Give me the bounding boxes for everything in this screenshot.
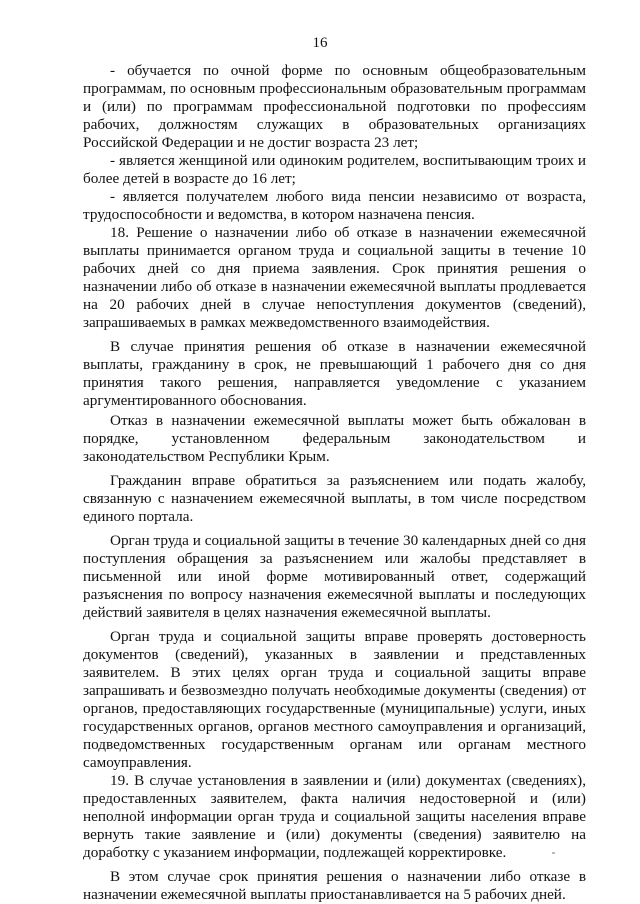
scan-speck xyxy=(552,852,555,854)
paragraph-item-19: 19. В случае установления в заявлении и (или) документах (сведениях), предоставленных заявителем, факта наличия недостоверной и (или) неполной информации орган труда и социальной защиты населения вправе вернуть такие заявление и (или) документы (сведения) заявителю на доработку с указанием информации, подлежащей корректировке. xyxy=(83,772,586,861)
paragraph-refusal-notice: В случае принятия решения об отказе в назначении ежемесячной выплаты, гражданину в срок, не превышающий 1 рабочего дня со дня принятия такого решения, направляется уведомление с указанием аргументированного обоснования. xyxy=(83,338,586,409)
page-number: 16 xyxy=(312,35,328,51)
paragraph-bullet-parent: - является женщиной или одиноким родителем, воспитывающим троих и более детей в возрасте до 16 лет; xyxy=(83,152,586,187)
paragraph-item-18: 18. Решение о назначении либо об отказе в назначении ежемесячной выплаты принимается органом труда и социальной защиты в течение 10 рабочих дней со дня приема заявления. Срок принятия решения о назначении либо об отказе в назначении ежемесячной выплаты продлевается на 20 рабочих дней в случае непоступления документов (сведений), запрашиваемых в рамках межведомственного взаимодействия. xyxy=(83,224,586,331)
document-body xyxy=(83,62,586,904)
paragraph-response: Орган труда и социальной защиты в течение 30 календарных дней со дня поступления обращения за разъяснением или жалобы представляет в письменной или иной форме мотивированный ответ, содержащий разъяснения по вопросу назначения ежемесячной выплаты и последующих действий заявителя в целях назначения ежемесячной выплаты. xyxy=(83,532,586,621)
paragraph-suspension: В этом случае срок принятия решения о назначении либо отказе в назначении ежемесячной выплаты приостанавливается на 5 рабочих дней. xyxy=(83,868,586,903)
paragraph-complaint: Гражданин вправе обратиться за разъяснением или подать жалобу, связанную с назначением ежемесячной выплаты, в том числе посредством единого портала. xyxy=(83,472,586,525)
paragraph-verification: Орган труда и социальной защиты вправе проверять достоверность документов (сведений), указанных в заявлении и представленных заявителем. В этих целях орган труда и социальной защиты вправе запрашивать и безвозмездно получать необходимые документы (сведения) от органов, предоставляющих государственные (муниципальные) услуги, иных государственных органов, органов местного самоуправления и организаций, подведомственных государственным органам или органам местного самоуправления. xyxy=(83,628,586,771)
paragraph-bullet-education: - обучается по очной форме по основным общеобразовательным программам, по основным профессиональным образовательным программам и (или) по программам профессиональной подготовки по профессиям рабочих, должностям служащих в образовательных организациях Российской Федерации и не достиг возраста 23 лет; xyxy=(83,62,586,151)
paragraph-appeal: Отказ в назначении ежемесячной выплаты может быть обжалован в порядке, установленном федеральным законодательством и законодательством Республики Крым. xyxy=(83,412,586,465)
paragraph-bullet-pension: - является получателем любого вида пенсии независимо от возраста, трудоспособности и ведомства, в котором назначена пенсия. xyxy=(83,188,586,223)
